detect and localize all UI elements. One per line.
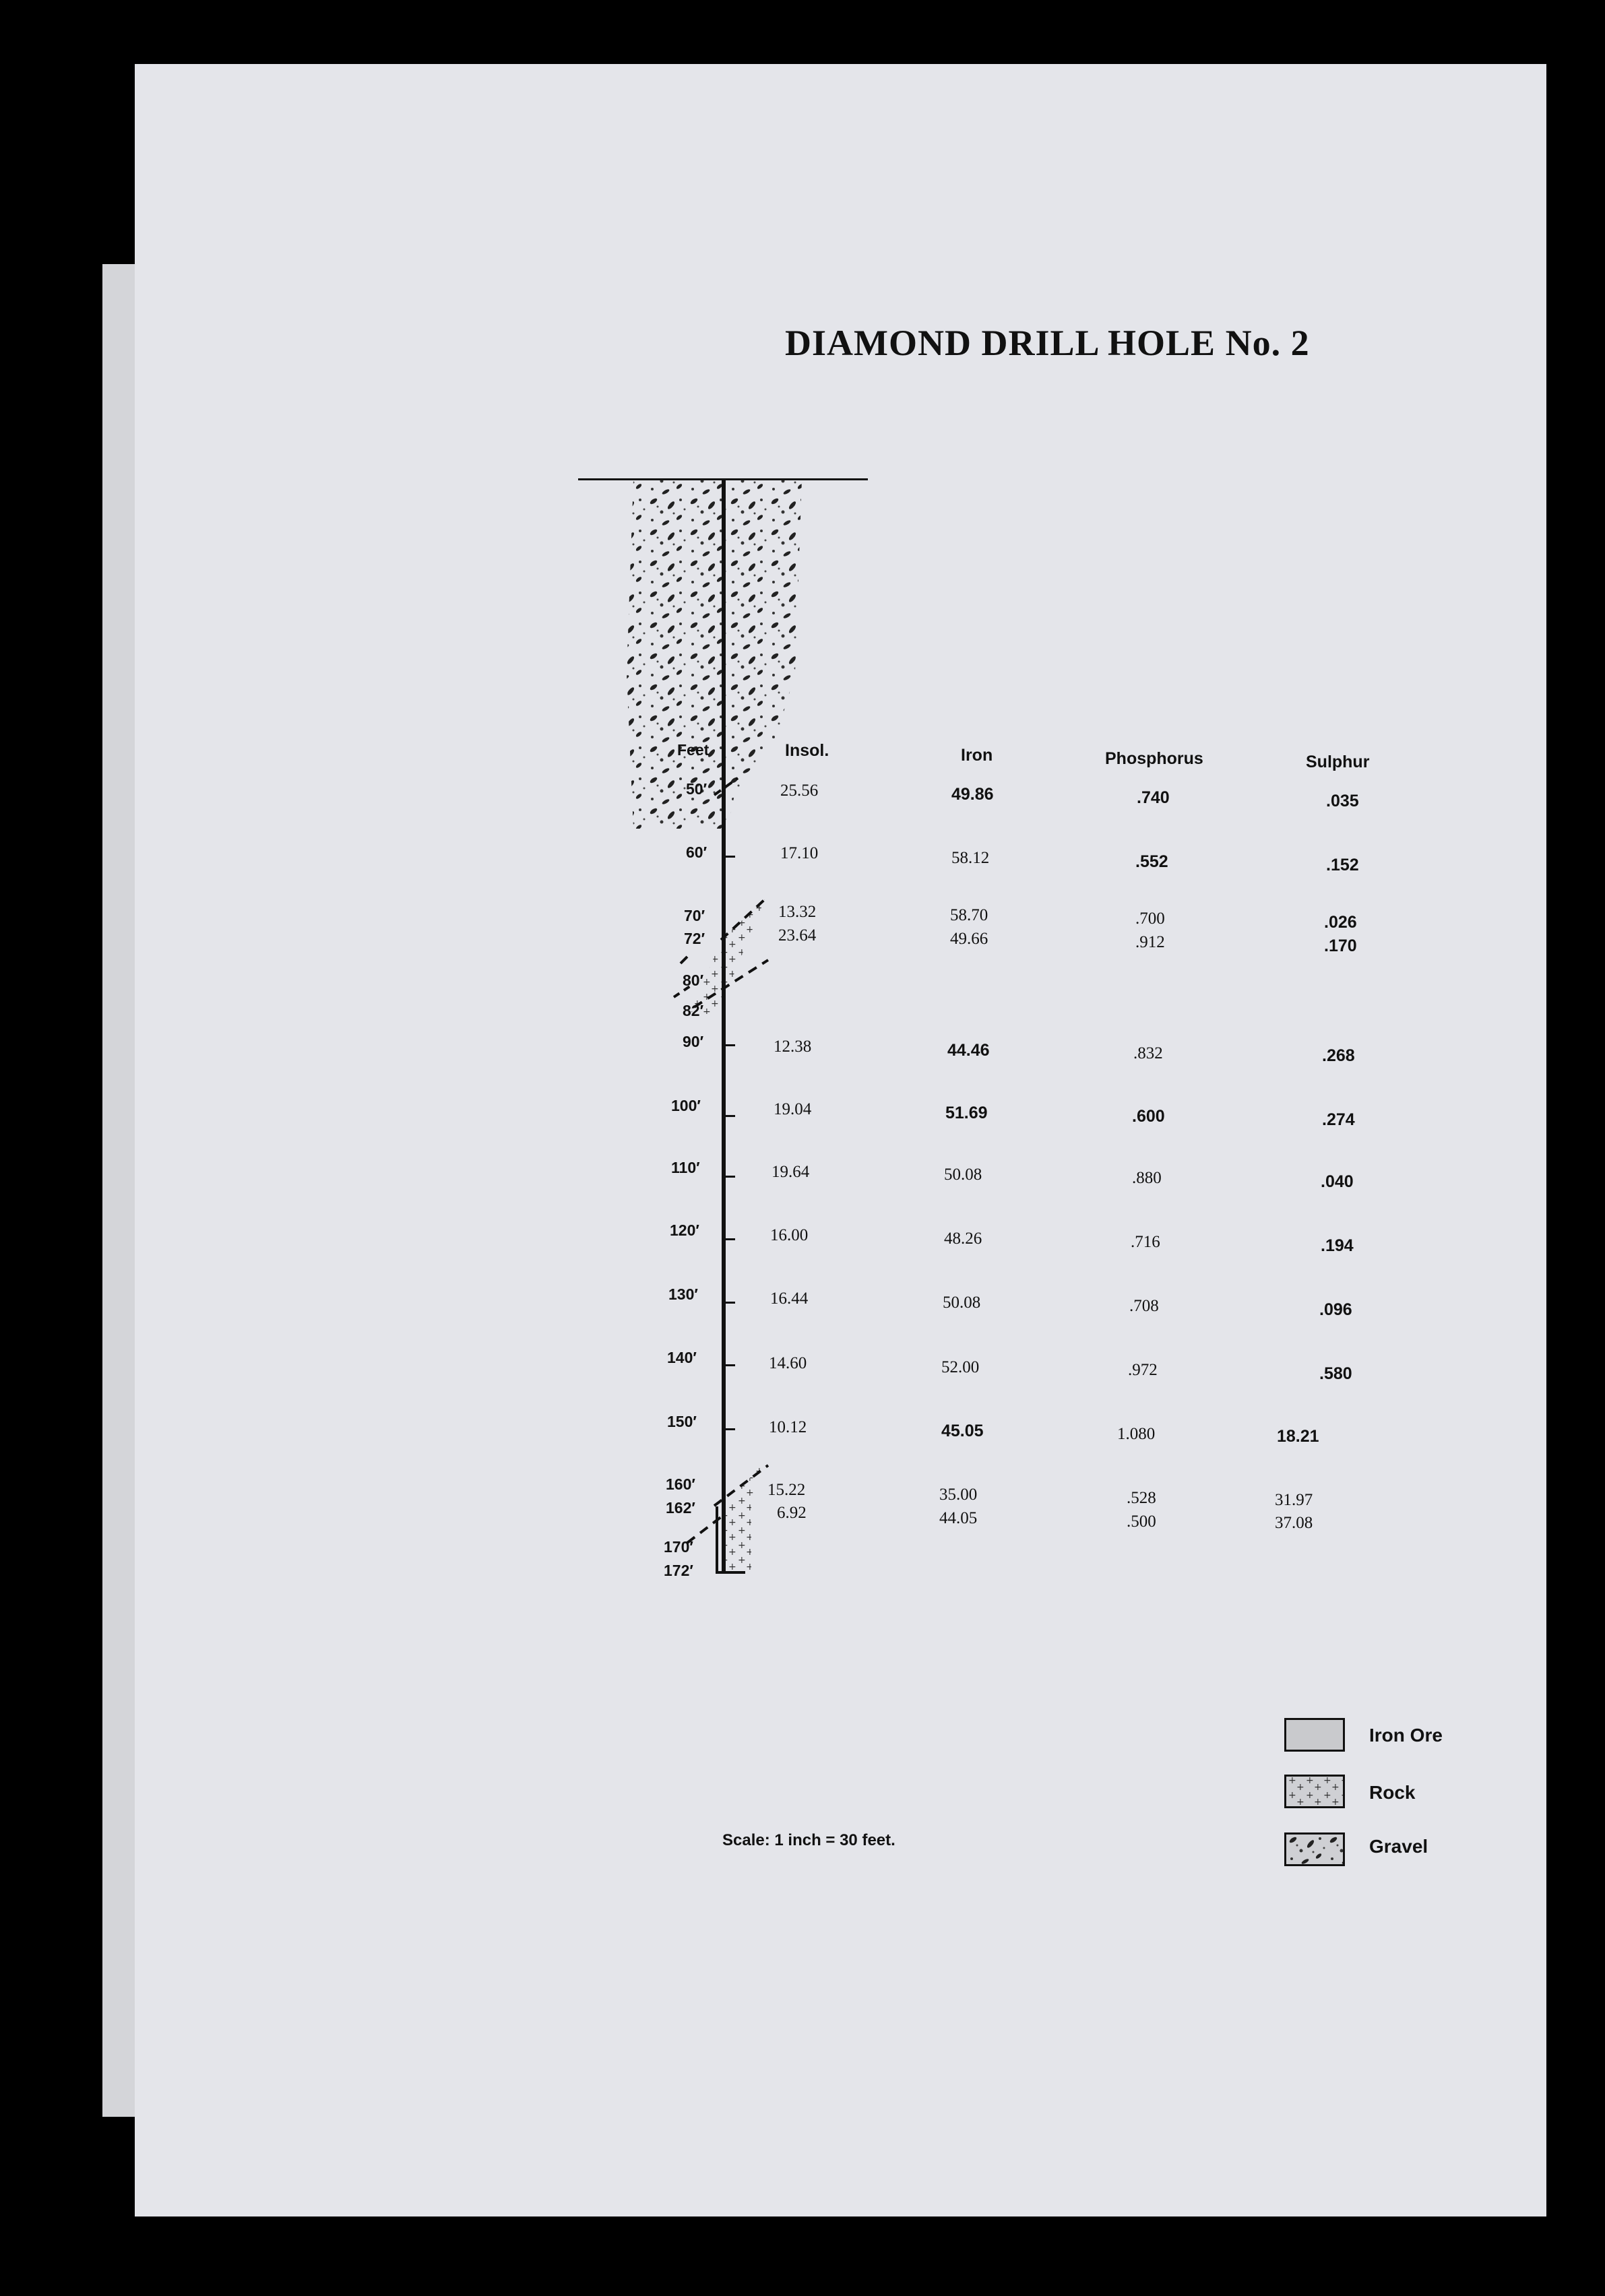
depth-label: 150′ xyxy=(667,1413,697,1430)
header-sulphur: Sulphur xyxy=(1306,753,1370,771)
depth-tick xyxy=(726,856,735,858)
page-title: DIAMOND DRILL HOLE No. 2 xyxy=(785,323,1310,363)
phosphorus-value: .528 xyxy=(1127,1489,1156,1507)
iron-value: 51.69 xyxy=(945,1104,988,1122)
drill-hole-bottom-side xyxy=(716,1506,718,1574)
phosphorus-value: .740 xyxy=(1137,788,1170,807)
depth-label: 140′ xyxy=(667,1349,697,1366)
sulphur-value: .194 xyxy=(1321,1236,1354,1255)
iron-value: 50.08 xyxy=(943,1294,981,1312)
legend-swatch-iron-ore xyxy=(1284,1718,1345,1752)
legend-label: Gravel xyxy=(1369,1836,1428,1857)
depth-label: 70′ xyxy=(684,907,705,924)
depth-label: 72′ xyxy=(684,930,705,947)
insol-value: 12.38 xyxy=(774,1038,812,1056)
phosphorus-value: .708 xyxy=(1129,1297,1159,1315)
depth-label: 82′ xyxy=(683,1002,704,1019)
sulphur-value: .274 xyxy=(1322,1110,1355,1129)
sulphur-value: 31.97 xyxy=(1275,1491,1313,1509)
iron-value: 52.00 xyxy=(941,1358,980,1376)
header-insol: Insol. xyxy=(785,741,829,760)
gravel-zone xyxy=(627,480,802,829)
insol-value: 16.44 xyxy=(770,1289,809,1308)
sulphur-value: .268 xyxy=(1322,1046,1355,1065)
drill-hole-bottom xyxy=(716,1571,745,1574)
insol-value: 23.64 xyxy=(778,926,817,945)
sulphur-value: .026 xyxy=(1324,913,1357,932)
insol-value: 16.00 xyxy=(770,1226,809,1244)
insol-value: 14.60 xyxy=(769,1354,807,1372)
iron-value: 49.66 xyxy=(950,930,988,948)
legend-label: Iron Ore xyxy=(1369,1725,1443,1746)
depth-label: 170′ xyxy=(664,1538,693,1556)
iron-value: 45.05 xyxy=(941,1422,984,1440)
insol-value: 19.04 xyxy=(774,1100,812,1118)
sulphur-value: .580 xyxy=(1319,1364,1352,1383)
sulphur-value: 18.21 xyxy=(1277,1427,1319,1446)
depth-label: 172′ xyxy=(664,1562,693,1579)
depth-tick xyxy=(726,1302,735,1304)
phosphorus-value: .716 xyxy=(1131,1233,1160,1251)
legend-swatch-rock xyxy=(1284,1775,1345,1808)
insol-value: 25.56 xyxy=(780,782,819,800)
phosphorus-value: .912 xyxy=(1135,933,1165,951)
rock-pattern-icon xyxy=(1286,1777,1343,1806)
insol-value: 15.22 xyxy=(767,1481,806,1499)
depth-label: 50′ xyxy=(686,780,707,798)
phosphorus-value: .552 xyxy=(1135,852,1168,871)
phosphorus-value: .600 xyxy=(1132,1107,1165,1126)
sulphur-value: .170 xyxy=(1324,936,1357,955)
depth-label: 130′ xyxy=(668,1285,698,1303)
sulphur-value: .035 xyxy=(1326,792,1359,810)
depth-label: 100′ xyxy=(671,1097,701,1114)
insol-value: 10.12 xyxy=(769,1418,807,1436)
sulphur-value: .152 xyxy=(1326,856,1359,874)
depth-tick xyxy=(726,1238,735,1240)
sulphur-value: 37.08 xyxy=(1275,1514,1313,1532)
sulphur-value: .096 xyxy=(1319,1300,1352,1319)
depth-label: 160′ xyxy=(666,1475,695,1493)
phosphorus-value: .500 xyxy=(1127,1512,1156,1531)
rock-zone-lower xyxy=(724,1465,761,1570)
depth-label: 110′ xyxy=(671,1159,700,1176)
depth-tick xyxy=(726,1044,735,1046)
iron-value: 49.86 xyxy=(951,785,994,804)
iron-value: 44.05 xyxy=(939,1509,978,1527)
iron-value: 44.46 xyxy=(947,1041,990,1060)
depth-label: 60′ xyxy=(686,843,707,861)
gravel-pattern-icon xyxy=(1286,1835,1343,1864)
legend-swatch-gravel xyxy=(1284,1832,1345,1866)
phosphorus-value: 1.080 xyxy=(1117,1425,1156,1443)
insol-value: 13.32 xyxy=(778,903,817,921)
sulphur-value: .040 xyxy=(1321,1172,1354,1191)
iron-value: 50.08 xyxy=(944,1166,982,1184)
phosphorus-value: .972 xyxy=(1128,1361,1158,1379)
iron-value: 35.00 xyxy=(939,1486,978,1504)
header-feet: Feet xyxy=(677,741,710,759)
insol-value: 17.10 xyxy=(780,844,819,862)
depth-label: 120′ xyxy=(670,1221,699,1239)
scale-note: Scale: 1 inch = 30 feet. xyxy=(722,1831,895,1849)
insol-value: 6.92 xyxy=(777,1504,807,1522)
iron-value: 58.12 xyxy=(951,849,990,867)
phosphorus-value: .880 xyxy=(1132,1169,1162,1187)
phosphorus-value: .700 xyxy=(1135,910,1165,928)
iron-value: 48.26 xyxy=(944,1230,982,1248)
depth-tick xyxy=(726,1428,735,1430)
depth-tick xyxy=(726,1364,735,1366)
insol-value: 19.64 xyxy=(772,1163,810,1181)
iron-value: 58.70 xyxy=(950,906,988,924)
header-iron: Iron xyxy=(961,746,993,765)
depth-tick xyxy=(726,1115,735,1117)
phosphorus-value: .832 xyxy=(1133,1044,1163,1062)
depth-label: 80′ xyxy=(683,971,704,989)
drill-hole-line xyxy=(722,480,726,1571)
depth-label: 90′ xyxy=(683,1033,704,1050)
legend-label: Rock xyxy=(1369,1782,1416,1803)
depth-tick xyxy=(726,1176,735,1178)
header-phosphorus: Phosphorus xyxy=(1105,749,1203,768)
depth-label: 162′ xyxy=(666,1499,695,1517)
